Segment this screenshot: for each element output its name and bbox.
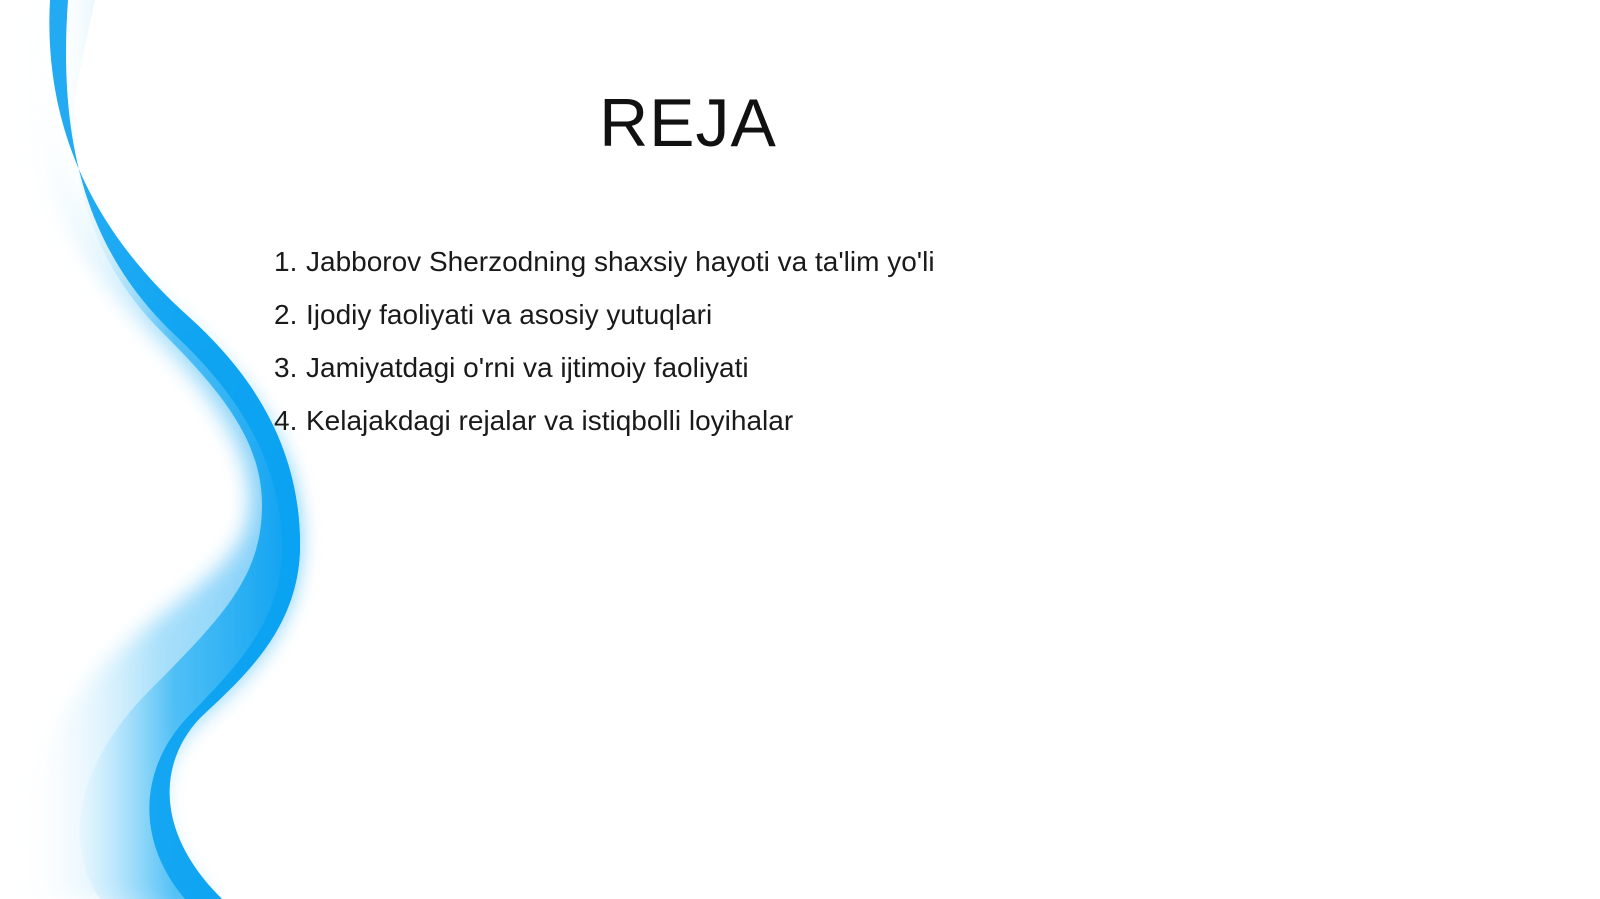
list-item xyxy=(274,399,935,452)
slide-title: REJA xyxy=(599,85,777,161)
list-item-number: 3. xyxy=(274,352,298,383)
list-item-text: Jamiyatdagi o'rni va ijtimoiy faoliyati xyxy=(306,352,749,383)
list-item xyxy=(274,240,935,293)
list-item-text: Jabborov Sherzodning shaxsiy hayoti va ta'lim yo'li xyxy=(306,246,935,277)
plan-list xyxy=(274,240,935,452)
list-item-text: Ijodiy faoliyati va asosiy yutuqlari xyxy=(306,299,713,330)
list-item-number: 2. xyxy=(274,299,298,330)
list-item-number: 4. xyxy=(274,405,298,436)
list-item-number: 1. xyxy=(274,246,298,277)
list-item-text: Kelajakdagi rejalar va istiqbolli loyihalar xyxy=(306,405,794,436)
list-item xyxy=(274,346,935,399)
list-item xyxy=(274,293,935,346)
